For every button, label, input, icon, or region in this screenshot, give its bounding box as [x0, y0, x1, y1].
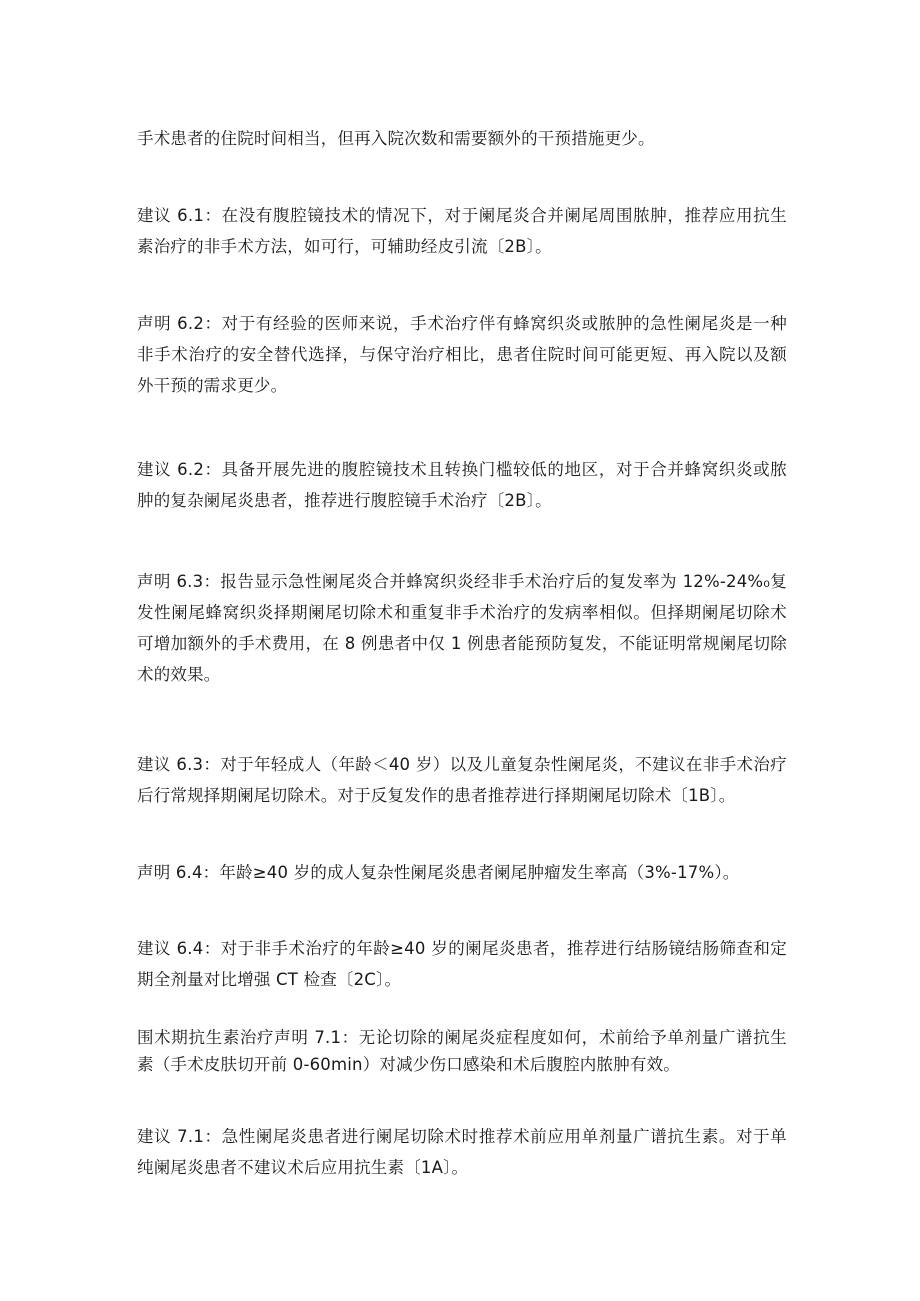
paragraph-recommendation-6-2: 建议 6.2：具备开展先进的腹腔镜技术且转换门槛较低的地区，对于合并蜂窝织炎或脓肿的复杂阑尾炎患者，推荐进行腹腔镜手术治疗〔2B〕。 — [137, 460, 787, 510]
paragraph-surgery-outcome: 手术患者的住院时间相当，但再入院次数和需要额外的干预措施更少。 — [137, 129, 655, 148]
paragraph-statement-7-1: 围术期抗生素治疗声明 7.1：无论切除的阑尾炎症程度如何，术前给予单剂量广谱抗生素（手术皮肤切开前 0-60min）对减少伤口感染和术后腹腔内脓肿有效。 — [137, 1028, 787, 1074]
paragraph-statement-6-4: 声明 6.4：年龄≥40 岁的成人复杂性阑尾炎患者阑尾肿瘤发生率高（3%-17%）。 — [137, 863, 740, 882]
paragraph-recommendation-6-4: 建议 6.4：对于非手术治疗的年龄≥40 岁的阑尾炎患者，推荐进行结肠镜结肠筛查和定期全剂量对比增强 CT 检查〔2C〕。 — [137, 939, 787, 989]
paragraph-statement-6-2: 声明 6.2：对于有经验的医师来说，手术治疗伴有蜂窝织炎或脓肿的急性阑尾炎是一种非手术治疗的安全替代选择，与保守治疗相比，患者住院时间可能更短、再入院以及额外干预的需求更少。 — [137, 314, 787, 395]
paragraph-statement-6-3: 声明 6.3：报告显示急性阑尾炎合并蜂窝织炎经非手术治疗后的复发率为 12%-24%₀复发性阑尾蜂窝织炎择期阑尾切除术和重复非手术治疗的发病率相似。但择期阑尾切除术可增加额外的手术费用，在 8 例患者中仅 1 例患者能预防复发，不能证明常规阑尾切除术的效果。 — [137, 572, 787, 684]
paragraph-recommendation-7-1: 建议 7.1：急性阑尾炎患者进行阑尾切除术时推荐术前应用单剂量广谱抗生素。对于单纯阑尾炎患者不建议术后应用抗生素〔1A〕。 — [137, 1127, 787, 1177]
paragraph-recommendation-6-3: 建议 6.3：对于年轻成人（年龄＜40 岁）以及儿童复杂性阑尾炎，不建议在非手术治疗后行常规择期阑尾切除术。对于反复发作的患者推荐进行择期阑尾切除术〔1B〕。 — [137, 755, 787, 805]
paragraph-recommendation-6-1: 建议 6.1：在没有腹腔镜技术的情况下，对于阑尾炎合并阑尾周围脓肿，推荐应用抗生素治疗的非手术方法，如可行，可辅助经皮引流〔2B〕。 — [137, 206, 787, 256]
